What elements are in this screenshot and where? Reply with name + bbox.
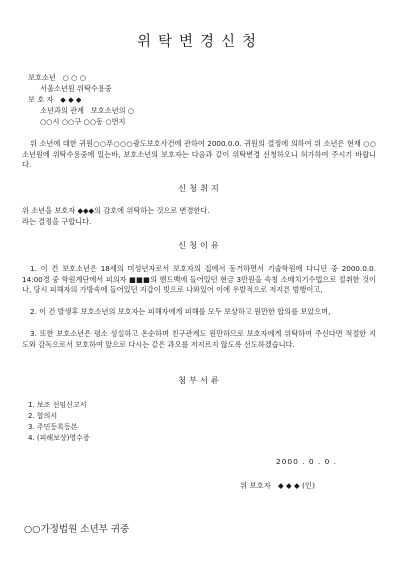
attachment-item: 3. 주민등록등본 <box>28 423 78 431</box>
document-title: 위탁변경신청 <box>136 34 264 50</box>
reason-item-3: 3. 또한 보호소년은 평소 성실하고 온순하며 친구관계도 원만하므로 보호자에게 위탁하여 주신다면 적절한 지도와 감독으로서 보호하여 앞으로 다시는 같은 과오를 저지르지 않도록 선도하겠습니다. <box>22 329 376 349</box>
juvenile-name: 보호소년 ○ ○ ○ <box>28 73 87 82</box>
intro-paragraph: 위 소년에 대한 귀원○○푸○○○광도보호사건에 관하여 2000.0.0. 귀원의 결정에 의하여 위 소년은 현재 ○○소년원에 위탁수용중에 있는바, 보호소년의 보호자는 다음과 같이 위탁변경 신청하오니 허가하여 주시기 바랍니다. <box>22 139 376 170</box>
juvenile-detention-status: 서울소년원 위탁수용중 <box>40 84 112 93</box>
petition-date: 2000 . 0 . 0 . <box>276 457 338 466</box>
attachment-item: 4. (피해보상)영수증 <box>28 434 90 442</box>
purpose-text: 위 소년을 보호자 ◆◆◆의 감호에 위탁하는 것으로 변경한다. 라는 결정을 구합니다. <box>22 206 210 226</box>
attachment-item: 1. 보조 선임신고서 <box>28 401 87 409</box>
reason-heading: 신청이유 <box>178 240 222 250</box>
applicant-signature: 위 보호자 ◆ ◆ ◆ (인) <box>240 481 315 490</box>
court-addressee: ○○가정법원 소년부 귀중 <box>24 524 130 535</box>
guardian-name: 보 호 자 ◆ ◆ ◆ <box>28 95 82 104</box>
guardian-relation: 소년과의 관계 보호소년의 ○ <box>40 106 135 115</box>
reason-item-2: 2. 이 건 발생후 보호소년의 보호자는 피해자에게 피해를 모두 보상하고 원만한 합의를 보았으며, <box>30 307 331 316</box>
attachment-item: 2. 합의서 <box>28 412 58 420</box>
reason-item-1: 1. 이 건 보호소년은 18세의 미성년자로서 보호자의 집에서 동거하면서 기술학원에 다니던 중 2000.0.0. 14:00경 중 학원계단에서 피의자 ■■■의 핸드백에 들어있던 현금 3만원을 속칭 소매치기수법으로 절취한 것이나, 당시 피해자의 가방속에 들어있던 지갑이 빗으로 나와있어 이에 우발적으로 저지른 범행이고, <box>22 264 376 295</box>
attachments-heading: 첨부서류 <box>178 375 222 385</box>
guardian-address: ○○시 ○○구 ○○동 ○번지 <box>40 117 126 126</box>
purpose-heading: 신청취지 <box>178 183 222 193</box>
